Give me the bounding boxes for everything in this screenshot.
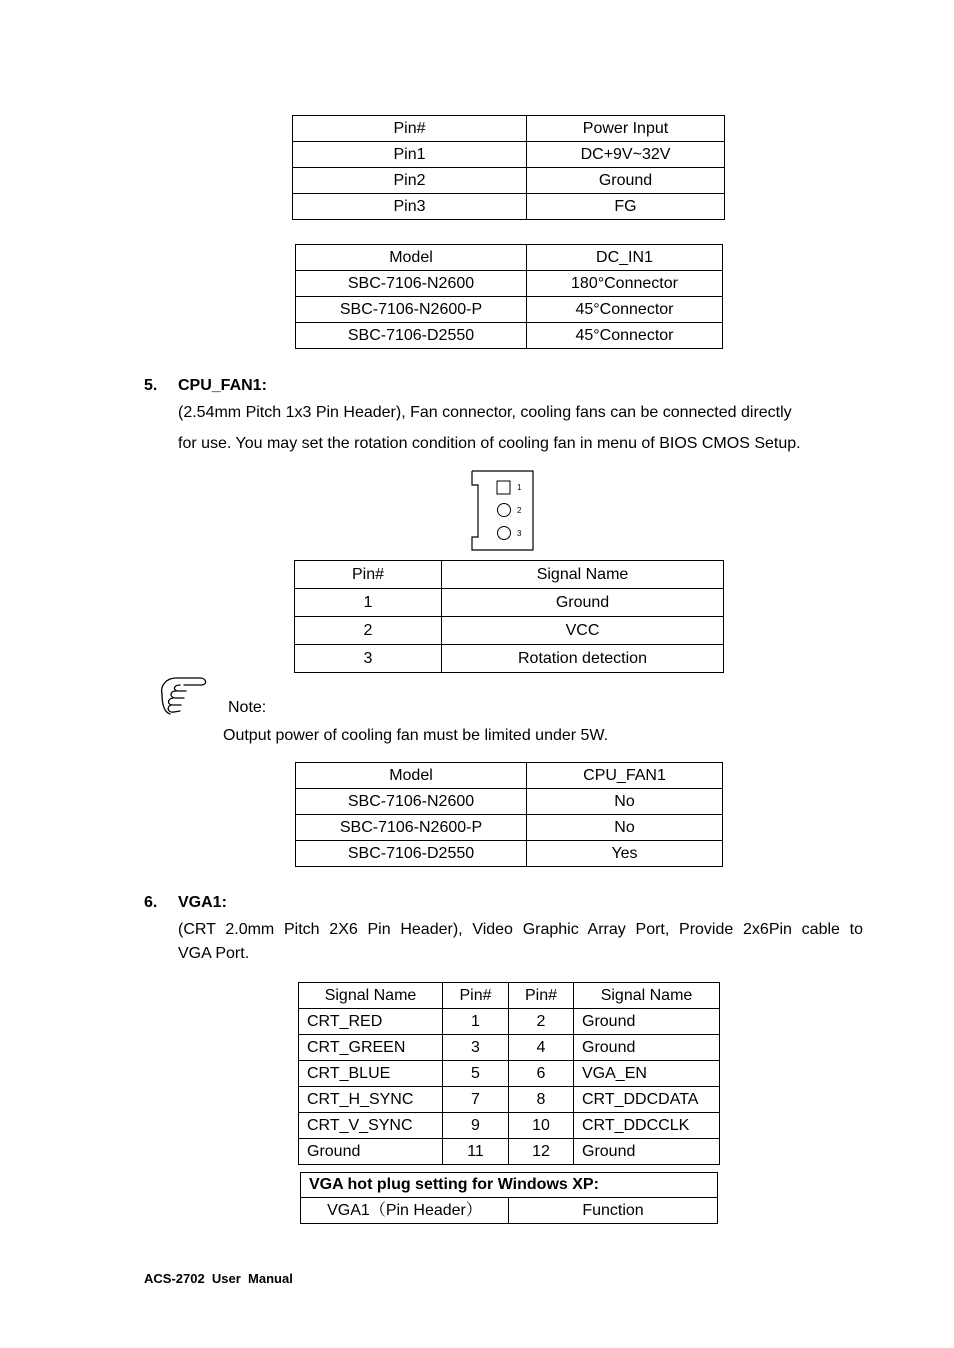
pin-label: 1 — [517, 483, 522, 492]
table-cell: 45°Connector — [527, 297, 723, 323]
table-cell: Ground — [574, 1009, 720, 1035]
table-header-cell: Function — [509, 1198, 718, 1224]
table-cell: 1 — [295, 589, 442, 617]
vga-pin-table — [298, 982, 720, 1165]
table-cell: 5 — [443, 1061, 509, 1087]
table-cell: 45°Connector — [527, 323, 723, 349]
table-cell: 4 — [509, 1035, 574, 1061]
power-input-table — [292, 115, 725, 220]
table-cell: 1 — [443, 1009, 509, 1035]
table-cell: CRT_H_SYNC — [299, 1087, 443, 1113]
table-cell: FG — [527, 194, 725, 220]
table-header-cell: VGA1（Pin Header） — [301, 1198, 509, 1224]
pointing-hand-icon — [156, 672, 212, 718]
table-cell: CRT_DDCDATA — [574, 1087, 720, 1113]
table-cell: 7 — [443, 1087, 509, 1113]
table-title-cell: VGA hot plug setting for Windows XP: — [301, 1173, 718, 1198]
table-header-cell: Power Input — [527, 116, 725, 142]
table-cell: 9 — [443, 1113, 509, 1139]
table-header-cell: CPU_FAN1 — [527, 763, 723, 789]
table-cell: 3 — [443, 1035, 509, 1061]
table-cell: CRT_BLUE — [299, 1061, 443, 1087]
note-text: Output power of cooling fan must be limited under 5W. — [223, 727, 609, 744]
table-cell: CRT_V_SYNC — [299, 1113, 443, 1139]
section-title: VGA1: — [178, 894, 227, 911]
table-cell: 12 — [509, 1139, 574, 1165]
table-cell: 2 — [295, 617, 442, 645]
section-description-line: VGA Port. — [178, 945, 250, 962]
table-cell: SBC-7106-N2600-P — [296, 297, 527, 323]
table-cell: SBC-7106-D2550 — [296, 323, 527, 349]
table-cell: Yes — [527, 841, 723, 867]
table-header-cell: Signal Name — [442, 561, 724, 589]
table-cell: 6 — [509, 1061, 574, 1087]
fan-pin-table — [294, 560, 724, 673]
pin-label: 2 — [517, 506, 522, 515]
fan-model-table — [295, 762, 723, 867]
table-cell: No — [527, 789, 723, 815]
table-header-cell: Pin# — [293, 116, 527, 142]
table-header-cell: Model — [296, 245, 527, 271]
table-cell: 10 — [509, 1113, 574, 1139]
note-label: Note: — [228, 699, 267, 716]
section-description-line: (CRT 2.0mm Pitch 2X6 Pin Header), Video Graphic Array Port, Provide 2x6Pin cable to — [178, 921, 863, 938]
table-cell: VGA_EN — [574, 1061, 720, 1087]
section-description-line: for use. You may set the rotation condition of cooling fan in menu of BIOS CMOS Setup. — [178, 435, 801, 452]
table-cell: 8 — [509, 1087, 574, 1113]
table-header-cell: Pin# — [509, 983, 574, 1009]
table-cell: SBC-7106-N2600 — [296, 789, 527, 815]
section-title: CPU_FAN1: — [178, 377, 267, 394]
dc-in-model-table — [295, 244, 723, 349]
page-footer: ACS-2702 User Manual — [144, 1271, 293, 1286]
vga-hotplug-table — [300, 1172, 718, 1224]
table-cell: CRT_DDCCLK — [574, 1113, 720, 1139]
table-cell: SBC-7106-N2600 — [296, 271, 527, 297]
table-header-cell: Signal Name — [574, 983, 720, 1009]
table-cell: Ground — [574, 1035, 720, 1061]
table-cell: 11 — [443, 1139, 509, 1165]
table-cell: 2 — [509, 1009, 574, 1035]
table-cell: Pin2 — [293, 168, 527, 194]
table-cell: SBC-7106-N2600-P — [296, 815, 527, 841]
table-cell: Rotation detection — [442, 645, 724, 673]
section-number: 6. — [144, 894, 158, 911]
section-description-line: (2.54mm Pitch 1x3 Pin Header), Fan connector, cooling fans can be connected directly — [178, 404, 792, 421]
table-cell: Ground — [299, 1139, 443, 1165]
table-cell: No — [527, 815, 723, 841]
table-cell: Ground — [574, 1139, 720, 1165]
fan-connector-diagram — [468, 469, 538, 553]
table-cell: Pin1 — [293, 142, 527, 168]
table-cell: SBC-7106-D2550 — [296, 841, 527, 867]
table-cell: 180°Connector — [527, 271, 723, 297]
table-header-cell: Pin# — [443, 983, 509, 1009]
table-header-cell: Model — [296, 763, 527, 789]
table-cell: Ground — [442, 589, 724, 617]
section-number: 5. — [144, 377, 158, 394]
table-cell: VCC — [442, 617, 724, 645]
table-header-cell: Signal Name — [299, 983, 443, 1009]
table-cell: Ground — [527, 168, 725, 194]
table-cell: DC+9V~32V — [527, 142, 725, 168]
table-header-cell: DC_IN1 — [527, 245, 723, 271]
table-cell: 3 — [295, 645, 442, 673]
table-cell: CRT_RED — [299, 1009, 443, 1035]
table-cell: Pin3 — [293, 194, 527, 220]
table-cell: CRT_GREEN — [299, 1035, 443, 1061]
table-header-cell: Pin# — [295, 561, 442, 589]
pin-label: 3 — [517, 529, 522, 538]
